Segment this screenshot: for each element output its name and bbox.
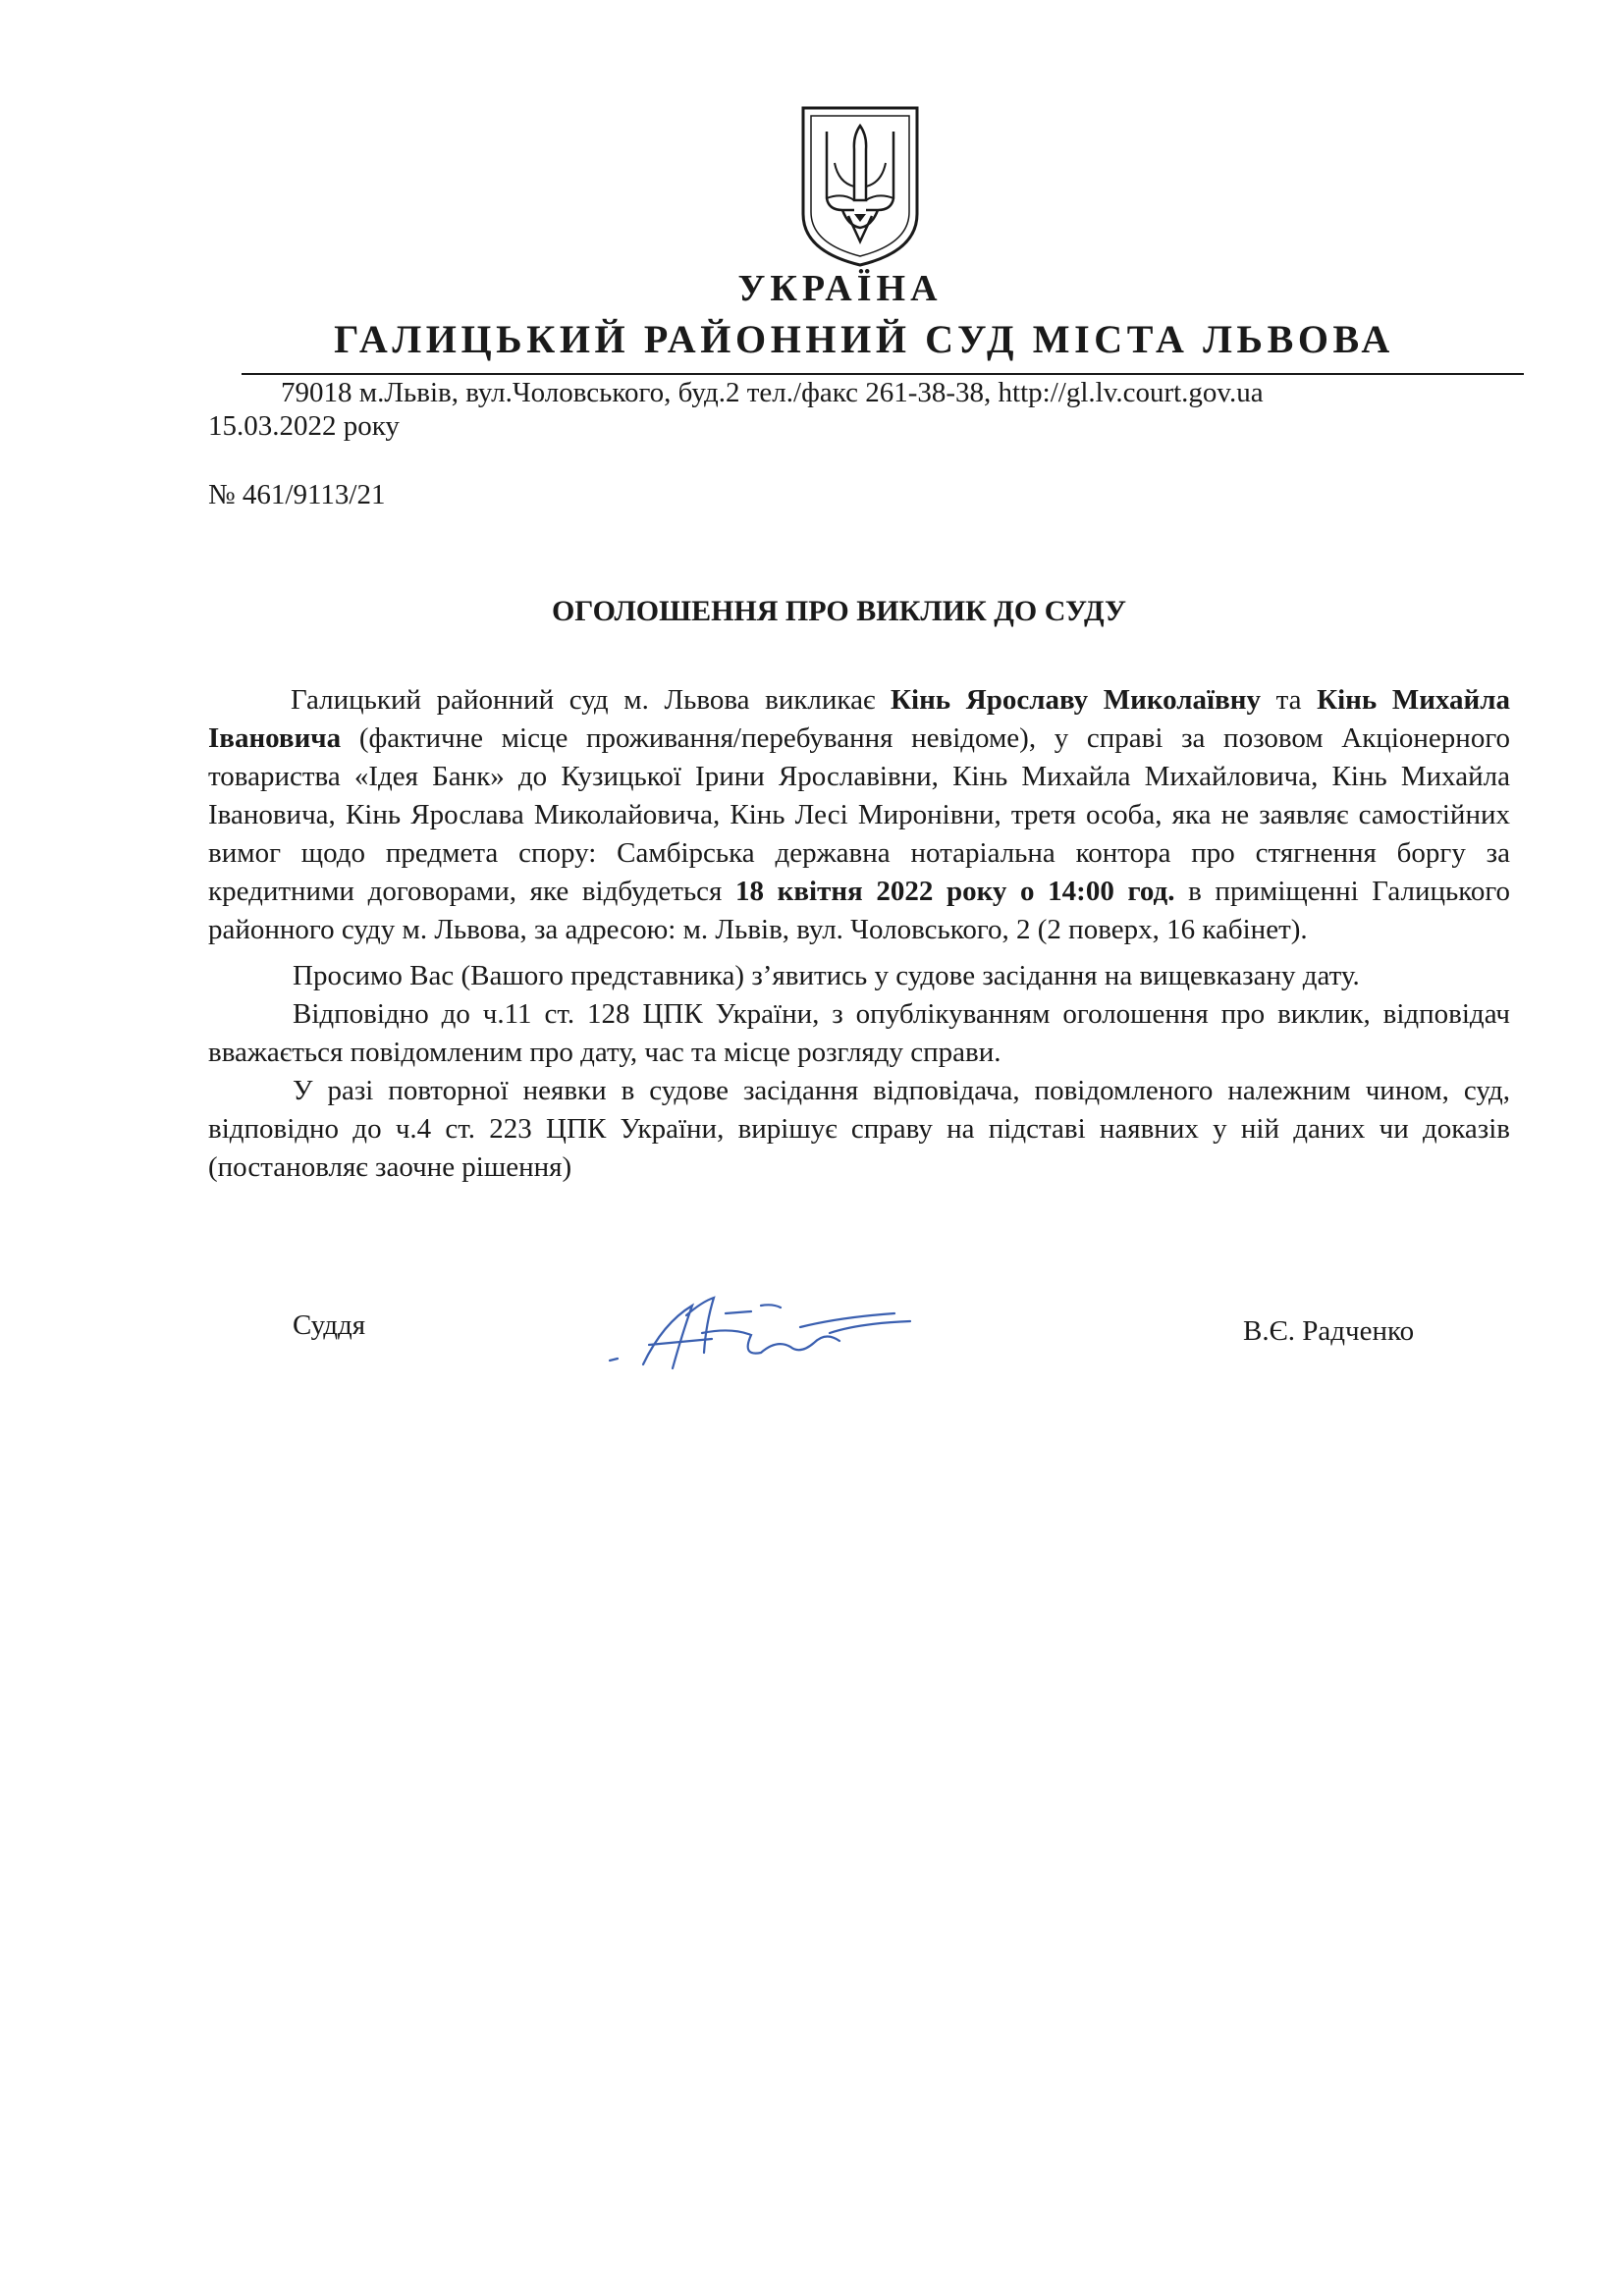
summons-text: Галицький районний суд м. Львова викликає (291, 684, 892, 716)
trident-coat-of-arms-icon (799, 104, 921, 269)
judge-title: Суддя (293, 1309, 366, 1341)
notice-paragraph: Відповідно до ч.11 ст. 128 ЦПК України, з опублікуванням оголошення про виклик, відповідач вважається повідомленим про дату, час та місце розгляду справи. (208, 998, 1510, 1068)
summoned-person-2: Кінь Михайла Івановича (208, 684, 1511, 754)
handwritten-signature (604, 1284, 918, 1392)
court-address: 79018 м.Львів, вул.Чоловського, буд.2 тел./факс 261-38-38, http://gl.lv.court.gov.ua (281, 377, 1264, 408)
summons-text: (фактичне місце проживання/перебування невідоме), у справі за позовом Акціонерного товариства «Ідея Банк» до Кузицької Ірини Ярославівни, Кінь Михайла Михайловича, Кінь Михайла Івановича, Кінь Ярослава Миколайовича, Кінь Лесі Миронівни, третя особа, яка не заявляє самостійних вимог щодо предмета спору: Самбірська державна нотаріальна контора про стягнення боргу за кредитними договорами, яке відбудеться (208, 722, 1510, 907)
document-title: ОГОЛОШЕННЯ ПРО ВИКЛИК ДО СУДУ (551, 595, 1127, 627)
request-paragraph: Просимо Вас (Вашого представника) з’явитись у судове засідання на вищевказану дату. (293, 960, 1360, 991)
case-number: № 461/9113/21 (208, 479, 386, 510)
header-divider (242, 373, 1524, 375)
summons-text: та (1260, 684, 1318, 716)
court-name-heading: ГАЛИЦЬКИЙ РАЙОННИЙ СУД МІСТА ЛЬВОВА (334, 317, 1394, 361)
judge-name: В.Є. Радченко (1243, 1315, 1415, 1347)
summons-text: в приміщенні Галицького районного суду м. Львова, за адресою: м. Львів, вул. Чоловського, 2 (2 поверх, 16 кабінет). (208, 876, 1511, 945)
default-judgment-paragraph: У разі повторної неявки в судове засідання відповідача, повідомленого належним чином, суд, відповідно до ч.4 ст. 223 ЦПК України, вирішує справу на підставі наявних у ній даних чи доказів (постановляє заочне рішення) (208, 1075, 1510, 1183)
document-body (208, 681, 1510, 1187)
summons-paragraph (208, 681, 1510, 949)
hearing-datetime: 18 квітня 2022 року о 14:00 год. (735, 876, 1175, 907)
summoned-person-1: Кінь Ярославу Миколаївну (891, 684, 1261, 716)
country-heading: УКРАЇНА (737, 268, 943, 309)
document-date: 15.03.2022 року (208, 410, 400, 442)
